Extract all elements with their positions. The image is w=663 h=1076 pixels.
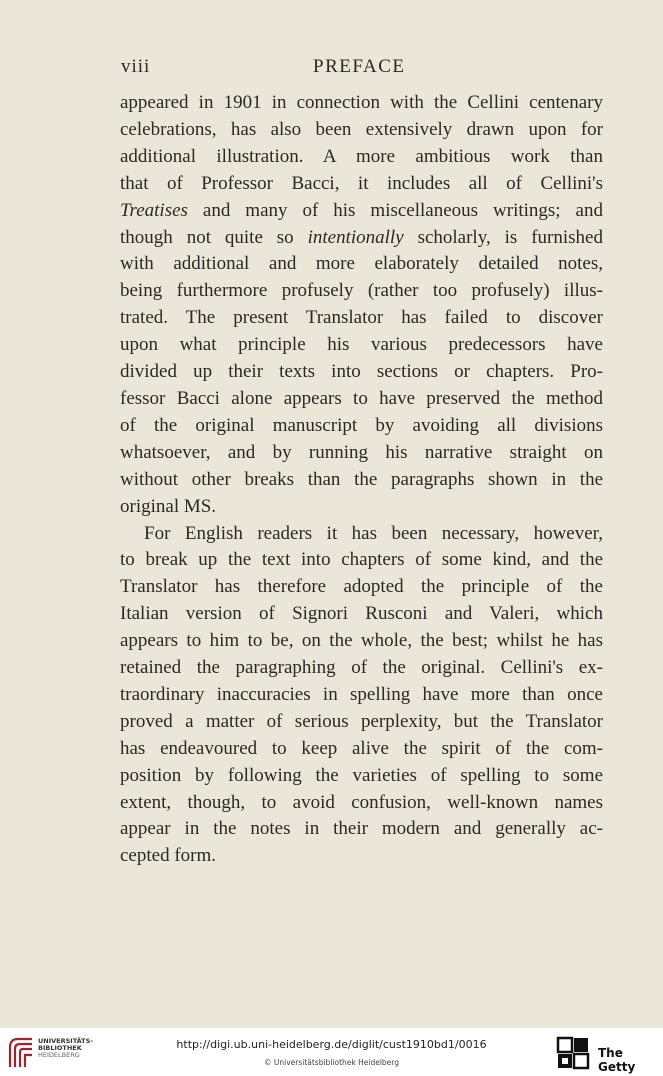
text-line: divided up their texts into sections or chapters. Pro- <box>120 361 603 383</box>
paragraph <box>120 90 603 521</box>
text-line: though not quite so intentionally scholarly, is furnished <box>120 226 603 248</box>
text-line: For English readers it has been necessary, however, <box>144 522 603 544</box>
running-title: PREFACE <box>313 56 406 77</box>
text-line: Treatises and many of his miscellaneous writings; and <box>120 199 603 221</box>
text-line: original MS. <box>120 495 217 517</box>
copyright-notice: © Universitätsbibliothek Heidelberg <box>263 1058 399 1067</box>
paragraph <box>120 521 603 871</box>
text-line: upon what principle his various predecessors have <box>120 334 603 356</box>
text-line: Italian version of Signori Rusconi and Valeri, which <box>120 603 603 625</box>
getty-logo-icon <box>556 1036 590 1070</box>
text-line: appears to him to be, on the whole, the best; whilst he has <box>120 630 603 652</box>
text-line: with additional and more elaborately detailed notes, <box>120 253 603 275</box>
italic-term: Treatises <box>120 199 188 221</box>
text-line: that of Professor Bacci, it includes all of Cellini's <box>120 172 603 194</box>
permalink-url[interactable]: http://digi.ub.uni-heidelberg.de/diglit/cust1910bd1/0016 <box>176 1038 487 1051</box>
text-line: of the original manuscript by avoiding all divisions <box>120 414 603 436</box>
text-line: fessor Bacci alone appears to have preserved the method <box>120 387 603 409</box>
text-line: additional illustration. A more ambitious work than <box>120 145 603 167</box>
text-line: retained the paragraphing of the original. Cellini's ex- <box>120 657 603 679</box>
text-line: to break up the text into chapters of some kind, and the <box>120 549 603 571</box>
text-line: whatsoever, and by running his narrative straight on <box>120 441 603 463</box>
text-line: trated. The present Translator has failed to discover <box>120 307 603 329</box>
partner-name: The Getty <box>598 1046 636 1074</box>
text-line: has endeavoured to keep alive the spirit of the com- <box>120 737 603 759</box>
text-line: celebrations, has also been extensively drawn upon for <box>120 118 603 140</box>
library-name: UNIVERSITÄTS- BIBLIOTHEK HEIDELBERG <box>38 1037 93 1059</box>
text-line: cepted form. <box>120 845 217 867</box>
digitization-footer <box>0 1028 663 1076</box>
text-line: traordinary inaccuracies in spelling have more than once <box>120 683 603 705</box>
text-line: position by following the varieties of spelling to some <box>120 764 603 786</box>
text-line: extent, though, to avoid confusion, well-known names <box>120 791 603 813</box>
page-number: viii <box>121 56 151 77</box>
text-line: Translator has therefore adopted the principle of the <box>120 576 603 598</box>
page-header <box>0 56 663 82</box>
italic-term: intentionally <box>307 226 404 248</box>
text-line: appeared in 1901 in connection with the Cellini centenary <box>120 92 603 113</box>
text-line: proved a matter of serious perplexity, but the Translator <box>120 710 603 732</box>
body-text <box>120 90 603 870</box>
text-line: appear in the notes in their modern and generally ac- <box>120 818 603 840</box>
text-line: without other breaks than the paragraphs shown in the <box>120 468 603 490</box>
text-line: being furthermore profusely (rather too profusely) illus- <box>120 280 603 302</box>
